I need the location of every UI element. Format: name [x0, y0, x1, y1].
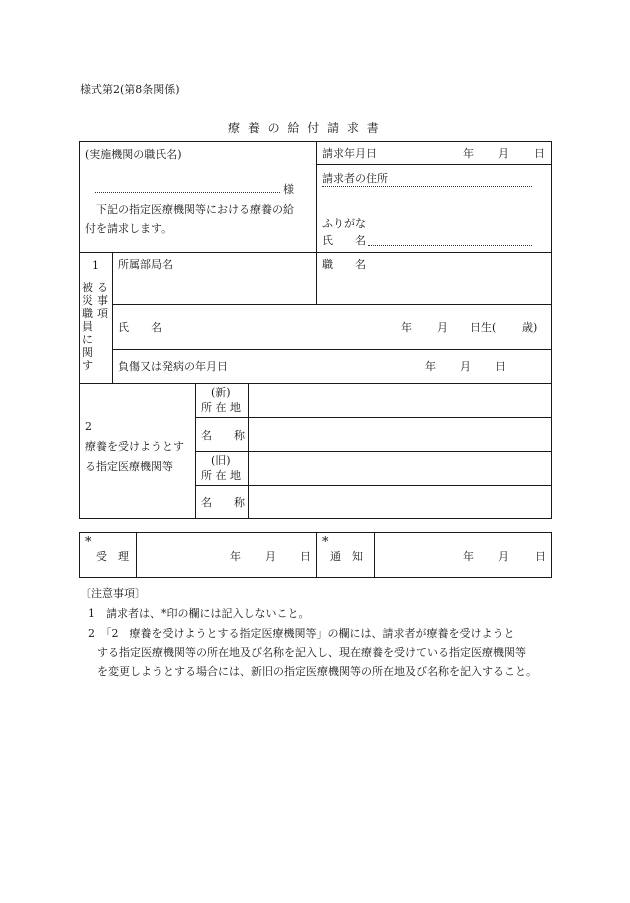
request-date-year: 年: [463, 147, 474, 160]
section2-label-line1: 療養を受けようとす: [85, 440, 184, 453]
received-day: 日: [300, 550, 311, 563]
new-location-label: 所 在 地: [201, 401, 241, 414]
department-label: 所属部局名: [118, 258, 173, 271]
birth-year: 年: [401, 321, 412, 334]
section2-number: 2: [85, 420, 92, 433]
document-page: 様式第2(第8条関係) 療 養 の 給 付 請 求 書 (実施機関の職氏名) 様 下記の指定医療機関等における療養の給 付を請求します。 請求年月日 年 月 日 請求者の住所 ふりがな 氏 名 1 被 災 職 員 に 関 す る 事 項 所属部局名 職 名 氏 名 年 月 日生( 歳) 負傷又は発病の年月日 年 月 日 2 療養を受けようとす る指定医療機関等 (新) 所 在 地 名 称 (旧) 所 在 地 名 称 * 受 理 年 月 日 * 通 知 年 月 日 〔注意事項〕 1 請求者は、*印の欄には記入しないこと。 2 「2 療養を受けようとする指定医療機関等」の欄には、請求者が療養を受けようと する指定医療機関等の所在地及び名称を記入し、現在療養を受けている指定医療機関等 を変更しようとする場合には、新旧の指定医療機関等の所在地及び名称を記入すること。: [0, 0, 630, 903]
requester-name-line: [368, 245, 532, 246]
notice-asterisk: *: [322, 535, 329, 550]
notice-month: 月: [498, 550, 509, 563]
notes-heading: 〔注意事項〕: [80, 587, 146, 600]
injury-date-label: 負傷又は発病の年月日: [118, 360, 228, 373]
note-1: 1 請求者は、*印の欄には記入しないこと。: [88, 607, 310, 620]
section1-number: 1: [92, 259, 99, 272]
birth-day-label: 日生(: [470, 321, 497, 334]
note-2-line2: する指定医療機関等の所在地及び名称を記入し、現在療養を受けている指定医療機関等: [97, 646, 526, 659]
address-label: 請求者の住所: [322, 172, 388, 185]
form-number: 様式第2(第8条関係): [80, 83, 180, 96]
section2-label-line2: る指定医療機関等: [85, 460, 173, 473]
received-month: 月: [265, 550, 276, 563]
received-year: 年: [230, 550, 241, 563]
old-tag: (旧): [211, 454, 231, 467]
notice-label: 通 知: [330, 550, 363, 563]
notice-day: 日: [535, 550, 546, 563]
request-text-line1: 下記の指定医療機関等における療養の給: [96, 203, 294, 216]
note-2-line3: を変更しようとする場合には、新旧の指定医療機関等の所在地及び名称を記入すること。: [97, 665, 537, 678]
recipient-heading: (実施機関の職氏名): [85, 148, 182, 161]
old-location-label: 所 在 地: [201, 469, 241, 482]
request-date-day: 日: [534, 147, 545, 160]
old-name-label: 名 称: [201, 496, 245, 509]
received-label: 受 理: [96, 550, 129, 563]
address-line: [322, 186, 532, 187]
injury-month: 月: [460, 360, 471, 373]
age-label: 歳): [522, 321, 538, 334]
birth-month: 月: [437, 321, 448, 334]
requester-name-label: 氏 名: [322, 234, 366, 247]
injury-year: 年: [425, 360, 436, 373]
request-date-month: 月: [498, 147, 509, 160]
sama-honorific: 様: [283, 183, 294, 196]
note-2-line1: 2 「2 療養を受けようとする指定医療機関等」の欄には、請求者が療養を受けようと: [88, 627, 515, 640]
recipient-name-line: [95, 192, 280, 193]
notice-year: 年: [463, 550, 474, 563]
request-text-line2: 付を請求します。: [85, 222, 173, 235]
received-asterisk: *: [85, 535, 92, 550]
furigana-label: ふりがな: [322, 217, 366, 230]
form-title: 療 養 の 給 付 請 求 書: [228, 121, 381, 135]
employee-name-label: 氏 名: [118, 321, 162, 334]
new-tag: (新): [211, 386, 231, 399]
request-date-label: 請求年月日: [322, 147, 377, 160]
position-label: 職 名: [322, 258, 366, 271]
new-name-label: 名 称: [201, 429, 245, 442]
injury-day: 日: [495, 360, 506, 373]
